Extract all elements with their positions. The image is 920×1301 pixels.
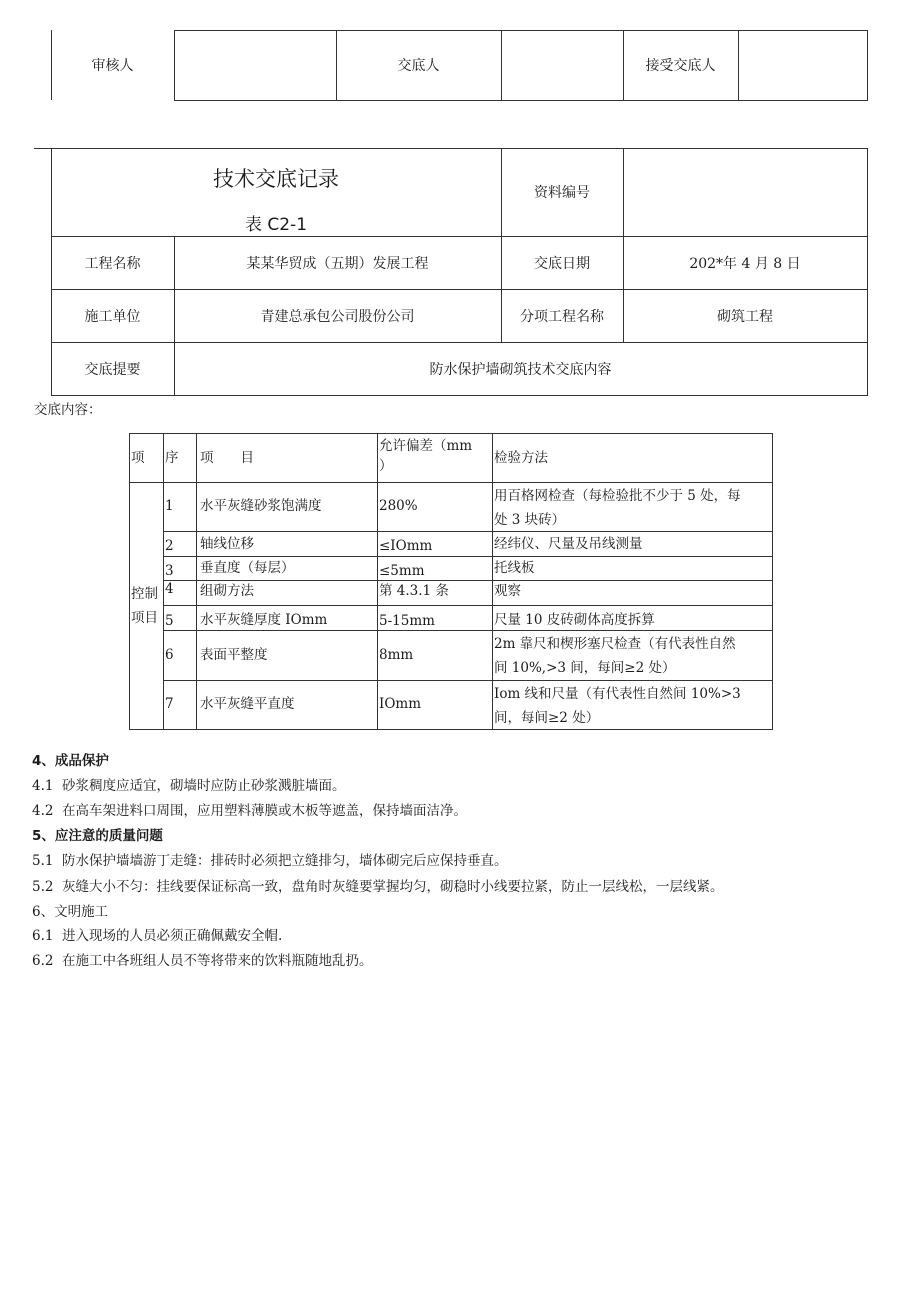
list-item (32, 875, 724, 895)
project-name-label: 工程名称 (84, 255, 141, 272)
table-row-3-seq: 3 (165, 563, 174, 579)
th-method: 检验方法 (494, 450, 548, 466)
th-tolerance-1: 允许偏差（mm (379, 438, 473, 454)
summary-label: 交底提要 (84, 361, 141, 378)
table-row-6-seq: 6 (165, 647, 174, 663)
receiver-label: 接受交底人 (645, 58, 716, 74)
table-row-6-method-1: 2m 靠尺和楔形塞尺检查（有代表性自然 (494, 636, 736, 652)
table-row-3-name: 垂直度（每层） (200, 560, 295, 576)
item-number: 4.1 (32, 778, 54, 794)
table-row-6-method-2: 间 10%,>3 间，每间≥2 处） (494, 660, 676, 676)
table-row-6-tol: 8mm (379, 647, 414, 663)
doc-no-value[interactable] (623, 148, 867, 236)
list-item (32, 949, 373, 969)
item-text: 防水保护墙墙游丁走缝：排砖时必须把立缝排匀，墙体砌完后应保持垂直。 (62, 853, 508, 869)
table-row-6-name: 表面平整度 (200, 647, 268, 663)
doc-no-label: 资料编号 (534, 185, 590, 201)
section-4-heading: 4、成品保护 (32, 753, 109, 769)
table-row-1-seq: 1 (165, 498, 174, 514)
date-label: 交底日期 (534, 255, 590, 272)
section-5-heading: 5、应注意的质量问题 (32, 828, 163, 844)
list-item (32, 799, 467, 819)
item-number: 6.2 (32, 953, 54, 969)
item-number: 5.2 (32, 879, 54, 895)
table-row-7-tol: IOmm (379, 696, 422, 712)
table-row-2-name: 轴线位移 (200, 536, 254, 552)
th-seq: 序 (165, 450, 179, 466)
table-row-4-method: 观察 (494, 583, 521, 599)
table-row-5-name: 水平灰缝厚度 IOmm (200, 612, 328, 628)
item-number: 6.1 (32, 928, 54, 944)
group-label-2: 项目 (131, 610, 158, 626)
item-text: 在高车架进料口周围，应用塑料薄膜或木板等遮盖，保持墙面洁净。 (62, 803, 467, 819)
discloser-label: 交底人 (397, 58, 440, 74)
item-number: 4.2 (32, 803, 54, 819)
table-row-4-tol: 第 4.3.1 条 (379, 583, 449, 599)
th-item: 项 (131, 450, 145, 466)
table-row-1-name: 水平灰缝砂浆饱满度 (200, 498, 322, 514)
th-tolerance-2: ） (379, 458, 393, 474)
table-row-2-method: 经纬仪、尺量及吊线测量 (494, 536, 643, 552)
table-row-3-method: 托线板 (494, 560, 535, 576)
table-row-2-seq: 2 (165, 538, 174, 554)
table-number: 表 C2-1 (244, 215, 308, 235)
list-item (32, 774, 346, 794)
table-row-4-name: 组砌方法 (200, 583, 254, 599)
section-6-heading: 6、文明施工 (32, 904, 109, 920)
reviewer-signature-field[interactable] (174, 30, 336, 100)
table-row-4-seq: 4 (165, 581, 174, 597)
summary-value: 防水保护墙砌筑技术交底内容 (429, 361, 612, 378)
table-row-7-seq: 7 (165, 696, 174, 712)
project-name-value: 某某华贸成（五期）发展工程 (246, 255, 429, 272)
record-title: 技术交底记录 (213, 167, 339, 191)
table-row-5-tol: 5-15mm (379, 613, 435, 629)
date-value: 202*年 4 月 8 日 (689, 255, 801, 272)
reviewer-label: 审核人 (91, 58, 134, 74)
subitem-label: 分项工程名称 (520, 308, 604, 325)
th-name: 项 目 (200, 450, 254, 466)
content-label: 交底内容： (34, 402, 102, 418)
receiver-signature-field[interactable] (738, 30, 867, 100)
item-text: 砂浆稠度应适宜，砌墙时应防止砂浆溅脏墙面。 (62, 778, 346, 794)
table-row-2-tol: ≤IOmm (379, 538, 433, 554)
list-item (32, 849, 508, 869)
sig-bottom-border (174, 100, 868, 101)
item-number: 5.1 (32, 853, 54, 869)
table-row-5-method: 尺量 10 皮砖砌体高度拆算 (494, 612, 655, 628)
item-text: 灰缝大小不匀：挂线要保证标高一致，盘角时灰缝要掌握均匀，砌稳时小线要拉紧，防止一层线松，一层线紧。 (62, 879, 724, 895)
table-row-3-tol: ≤5mm (379, 563, 425, 579)
contractor-label: 施工单位 (84, 308, 141, 325)
item-text: 在施工中各班组人员不等将带来的饮料瓶随地乱扔。 (62, 953, 373, 969)
table-row-1-tol: 280% (379, 498, 418, 514)
table-row-7-method-1: Iom 线和尺量（有代表性自然间 10%>3 (494, 686, 741, 702)
list-item (32, 924, 282, 944)
group-label-1: 控制 (131, 586, 158, 602)
table-row-7-method-2: 间，每间≥2 处） (494, 710, 600, 726)
discloser-signature-field[interactable] (501, 30, 623, 100)
contractor-value: 青建总承包公司股份公司 (260, 308, 415, 325)
subitem-value: 砌筑工程 (717, 308, 773, 325)
table-row-1-method-2: 处 3 块砖） (494, 512, 566, 528)
table-row-1-method-1: 用百格网检查（每检验批不少于 5 处，每 (494, 488, 741, 504)
table-row-7-name: 水平灰缝平直度 (200, 696, 295, 712)
table-row-5-seq: 5 (165, 613, 174, 629)
item-text: 进入现场的人员必须正确佩戴安全帽. (62, 928, 283, 944)
